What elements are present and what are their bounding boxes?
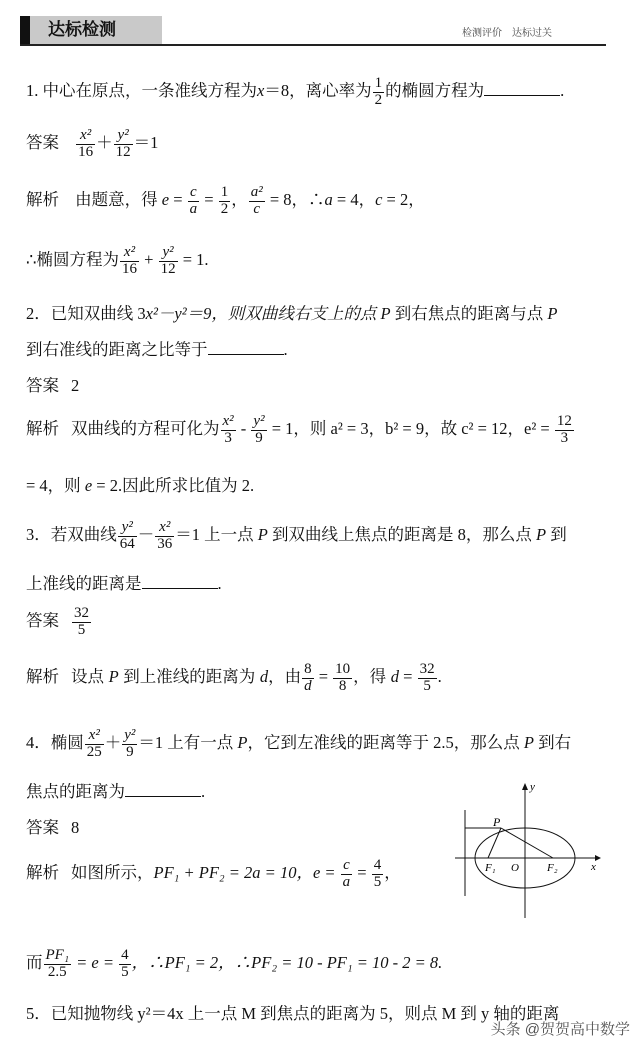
- frac-num-text: x²: [222, 413, 234, 429]
- frac-den: 3: [560, 429, 569, 446]
- answer-blank: [208, 340, 284, 355]
- frac-den: 5: [373, 873, 382, 890]
- header-tag-pass: 达标过关: [512, 28, 552, 39]
- frac-den: 12: [160, 260, 176, 277]
- analysis-text: ，得: [353, 668, 391, 687]
- analysis-text: 到上准线的距离为: [118, 668, 260, 687]
- var-p: P: [257, 525, 268, 545]
- fraction: [85, 728, 104, 761]
- frac-den: [302, 679, 314, 695]
- question-text: 若双曲线: [50, 525, 117, 545]
- frac-num: 32: [74, 605, 89, 621]
- answer-label: 答案: [26, 377, 59, 395]
- label-f1: F₁: [485, 862, 496, 874]
- frac-den: 2: [374, 91, 383, 108]
- frac-num-text: y²: [121, 519, 133, 535]
- answer-label: 答案: [26, 612, 59, 631]
- frac-num-text: c: [343, 857, 350, 873]
- analysis-text: ，由: [268, 668, 302, 687]
- analysis-text: ∴椭圆方程为: [26, 251, 119, 270]
- frac-den-text: a: [189, 200, 198, 217]
- minus: －: [137, 525, 155, 545]
- answer-4: [26, 814, 79, 838]
- frac-num-text: y²: [117, 127, 129, 143]
- var-p: P: [380, 304, 391, 323]
- question-text: 到右: [533, 733, 572, 753]
- period: .: [437, 667, 442, 687]
- frac-num: [159, 245, 178, 262]
- fraction: [122, 728, 137, 761]
- frac-num: [221, 414, 236, 431]
- label-y: y: [530, 781, 535, 793]
- question-text: 的椭圆方程为: [385, 81, 485, 101]
- watermark: 头条 @贺贺高中数学: [490, 1021, 630, 1038]
- analysis-text: 双曲线的方程可化为: [71, 420, 220, 439]
- answer-label: 答案: [26, 819, 59, 837]
- answer-label: 答案: [26, 134, 59, 153]
- label-origin: O: [511, 862, 519, 874]
- question-text: 到双曲线上焦点的距离是 8，那么点: [267, 525, 536, 545]
- analysis-2: [26, 414, 575, 447]
- fraction: [372, 858, 384, 891]
- question-text: 到右准线的距离之比等于: [26, 340, 208, 359]
- frac-num: [341, 858, 353, 875]
- var-p: P: [523, 733, 534, 753]
- frac-num: [76, 128, 95, 145]
- answer-blank: [484, 81, 560, 96]
- frac-num: [155, 520, 174, 537]
- plus: ＋: [104, 733, 122, 753]
- question-4: 4．椭圆 $\frac{\text{x²}}{25}$ ＋ $\frac{\text{y²}}{9}$ ＝1 上有一点 P，它到左准线的距离等于 2.5，那么点 P 到右: [26, 727, 572, 760]
- analysis-text: = 4，则: [26, 476, 85, 495]
- question-text: x²－y²＝9，则双曲线右支上的点: [145, 304, 381, 323]
- analysis-text: = e =: [72, 953, 119, 973]
- answer-value: 2: [71, 376, 80, 395]
- fraction: [373, 76, 385, 109]
- analysis-text: = 4，: [332, 190, 376, 210]
- analysis-1-line2: ∴椭圆方程为 $\frac{\text{x²}}{16}$ + $\frac{\text{y²}}{12}$ = 1.: [26, 244, 209, 277]
- question-text: 到右焦点的距离与点: [390, 304, 548, 323]
- frac-num: [188, 185, 200, 202]
- frac-num: 8: [304, 661, 312, 677]
- frac-num-text: y²: [253, 413, 265, 429]
- answer-2: [26, 372, 79, 396]
- analysis-3: [26, 662, 442, 695]
- frac-num: 1: [220, 184, 229, 200]
- frac-den: 5: [423, 677, 431, 694]
- equals: =: [353, 863, 371, 883]
- frac-den: 3: [224, 429, 232, 446]
- frac-num: [122, 728, 137, 745]
- frac-num: 4: [373, 857, 382, 873]
- fraction: [418, 662, 437, 695]
- question-1: 1. 中心在原点，一条准线方程为x＝8，离心率为 $\frac{1}{2}$ 的椭圆方程为 .: [26, 75, 565, 108]
- question-3-line2: 上准线的距离是 .: [26, 574, 222, 593]
- analysis-text: ，: [384, 863, 401, 883]
- fraction: [118, 520, 137, 553]
- analysis-text: 而: [26, 954, 43, 973]
- analysis-4: [26, 858, 401, 891]
- frac-num-text: y²: [162, 244, 174, 260]
- equals: =: [200, 190, 218, 210]
- fraction: [114, 128, 133, 161]
- fraction: [155, 520, 174, 553]
- label-p: P: [493, 815, 501, 829]
- frac-num-text: PF₁: [45, 947, 70, 963]
- question-number: 3: [26, 525, 35, 545]
- question-5: 5．已知抛物线 y²＝4x 上一点 M 到焦点的距离为 5，则点 M 到 y 轴的距离: [26, 1004, 560, 1023]
- frac-num: [120, 245, 139, 262]
- question-text: 已知抛物线 y²＝4x 上一点 M 到焦点的距离为 5，则点 M 到 y 轴的距离: [50, 1004, 560, 1023]
- frac-den: 5: [121, 963, 129, 980]
- frac-den: 8: [338, 677, 347, 694]
- analysis-text: 设点: [71, 668, 109, 687]
- frac-den: 25: [86, 743, 102, 760]
- analysis-text: = 8，∴: [265, 190, 325, 210]
- plus: ＋: [96, 133, 113, 153]
- frac-num-text: y²: [124, 727, 136, 743]
- frac-num-text: x²: [159, 519, 171, 535]
- analysis-text: 如图所示，: [71, 864, 154, 883]
- question-2: 2．已知双曲线 3x²－y²＝9，则双曲线右支上的点 P 到右焦点的距离与点 P: [26, 304, 558, 323]
- frac-num-text: a²: [250, 184, 263, 200]
- frac-num: [85, 728, 104, 745]
- var-a: a: [324, 190, 333, 210]
- question-number: 1: [26, 81, 35, 101]
- var-d: d: [390, 667, 400, 687]
- header-tag-evaluate: 检测评价: [462, 28, 502, 39]
- answer-blank: [142, 574, 218, 589]
- section-title: 达标检测: [30, 16, 162, 44]
- analysis-text: = 2.因此所求比值为 2.: [92, 476, 255, 495]
- answer-3: [26, 606, 92, 639]
- fraction: [249, 185, 265, 218]
- question-text: 焦点的距离为: [26, 782, 125, 801]
- ellipse-figure: [455, 778, 605, 928]
- equals: =: [399, 667, 417, 687]
- analysis-text: PF₁ + PF₂ = 2a = 10，e =: [153, 863, 340, 883]
- equals: =: [169, 190, 187, 210]
- analysis-4-line2: [26, 948, 442, 981]
- answer-value: 8: [71, 818, 80, 837]
- frac-num: 32: [419, 661, 435, 677]
- answer-1: [26, 128, 158, 161]
- question-4-line2: 焦点的距离为 .: [26, 782, 206, 801]
- frac-num-text: x²: [88, 727, 100, 743]
- frac-num: 10: [335, 661, 351, 677]
- frac-den: [249, 202, 265, 218]
- frac-den: 2: [220, 200, 229, 217]
- var-p: P: [535, 525, 547, 545]
- frac-den-text: d: [304, 677, 312, 694]
- x-axis-arrow: [595, 855, 601, 861]
- frac-den: 16: [78, 143, 94, 160]
- label-f2: F₂: [547, 862, 558, 874]
- question-text: 到: [546, 525, 567, 545]
- frac-den: 9: [255, 429, 263, 446]
- frac-den: [341, 875, 353, 891]
- var-d: d: [259, 667, 269, 687]
- y-axis-arrow: [522, 783, 528, 790]
- equals-one: ＝1: [133, 133, 159, 153]
- frac-den: 5: [77, 621, 86, 638]
- fraction: [120, 245, 139, 278]
- segment-pf1: [488, 828, 501, 858]
- label-x: x: [591, 861, 596, 873]
- question-text: ，它到左准线的距离等于 2.5，那么点: [247, 733, 524, 753]
- question-2-line2: 到右准线的距离之比等于 .: [26, 340, 288, 359]
- question-text: 上准线的距离是: [26, 574, 142, 593]
- frac-den: 16: [122, 260, 137, 277]
- frac-num-text: x²: [123, 244, 136, 260]
- analysis-2-line2: [26, 472, 254, 496]
- fraction: [219, 185, 231, 218]
- frac-num: [251, 414, 266, 431]
- frac-num: [118, 520, 137, 537]
- var-c: c: [375, 190, 383, 210]
- analysis-text: = 1.: [178, 250, 209, 270]
- frac-den: 2.5: [47, 963, 67, 980]
- analysis-text: ，∴PF₁ = 2，∴PF₂ = 10 - PF₁ = 10 - 2 = 8.: [131, 953, 443, 973]
- fraction: [221, 414, 236, 447]
- analysis-text: a² = 3，b² = 9，故 c² = 12，e² =: [330, 419, 554, 439]
- question-3: 3．若双曲线 $\frac{\text{y²}}{64}$ － $\frac{\text{x²}}{36}$ ＝1 上一点 P 到双曲线上焦点的距离是 8，那么点 P 到: [26, 519, 567, 552]
- fraction: [44, 948, 72, 981]
- frac-num: 4: [121, 947, 129, 963]
- fraction: [341, 858, 353, 891]
- fraction: [76, 128, 95, 161]
- frac-num-text: c: [190, 184, 197, 200]
- frac-num: [249, 185, 265, 202]
- frac-den-text: c: [253, 200, 261, 217]
- segment-pf2: [501, 828, 553, 858]
- question-text: 椭圆: [50, 733, 84, 753]
- equals: =: [314, 667, 333, 687]
- var-p: P: [547, 304, 558, 323]
- fraction: [119, 948, 131, 981]
- var-p: P: [237, 733, 248, 753]
- frac-den: 36: [157, 535, 173, 552]
- answer-blank: [125, 782, 201, 797]
- fraction: [555, 414, 574, 447]
- fraction: [159, 245, 178, 278]
- fraction: [251, 414, 266, 447]
- frac-num-text: x²: [80, 127, 92, 143]
- question-number: 5: [26, 1004, 35, 1023]
- analysis-text: = 2，: [382, 190, 425, 210]
- question-number: 4: [26, 733, 35, 753]
- frac-den: 64: [119, 535, 135, 552]
- fraction: [302, 662, 314, 695]
- var-p: P: [108, 667, 119, 687]
- header-rule: [20, 44, 606, 46]
- analysis-text: 由题意，得: [75, 191, 158, 210]
- analysis-label: 解析: [26, 191, 59, 210]
- frac-num: 1: [374, 75, 383, 91]
- frac-num: 12: [556, 413, 572, 429]
- question-text: ＝8，离心率为: [264, 81, 372, 101]
- analysis-label: 解析: [26, 864, 59, 883]
- fraction: [333, 662, 352, 695]
- analysis-1: 解析 由题意，得 e = $\frac{c}{a}$ = $\frac{1}{2}$ ， $\frac{\text{a²}}{c}$ = 8，∴a = 4，c = 2，: [26, 184, 425, 217]
- var-e: e: [84, 476, 93, 495]
- section-header: [0, 0, 640, 44]
- fraction: [188, 185, 200, 218]
- var-x: x: [257, 81, 265, 101]
- analysis-text: = 1，则: [267, 419, 331, 439]
- frac-num: [114, 128, 133, 145]
- analysis-label: 解析: [26, 420, 59, 439]
- frac-den: 9: [126, 743, 134, 760]
- header-marker: [20, 16, 30, 44]
- var-e: e: [161, 190, 170, 210]
- frac-den: [188, 202, 200, 218]
- minus: -: [236, 419, 251, 439]
- frac-den-text: a: [342, 873, 351, 890]
- analysis-label: 解析: [26, 668, 59, 687]
- question-text: ＝1 上有一点: [138, 733, 238, 753]
- question-text: 已知双曲线 3: [50, 304, 146, 323]
- question-text: ＝1 上一点: [175, 525, 258, 545]
- frac-num: [44, 948, 72, 965]
- fraction: [72, 606, 91, 639]
- question-text: 中心在原点，一条准线方程为: [42, 81, 257, 101]
- question-number: 2: [26, 304, 35, 323]
- frac-den: 12: [115, 143, 131, 160]
